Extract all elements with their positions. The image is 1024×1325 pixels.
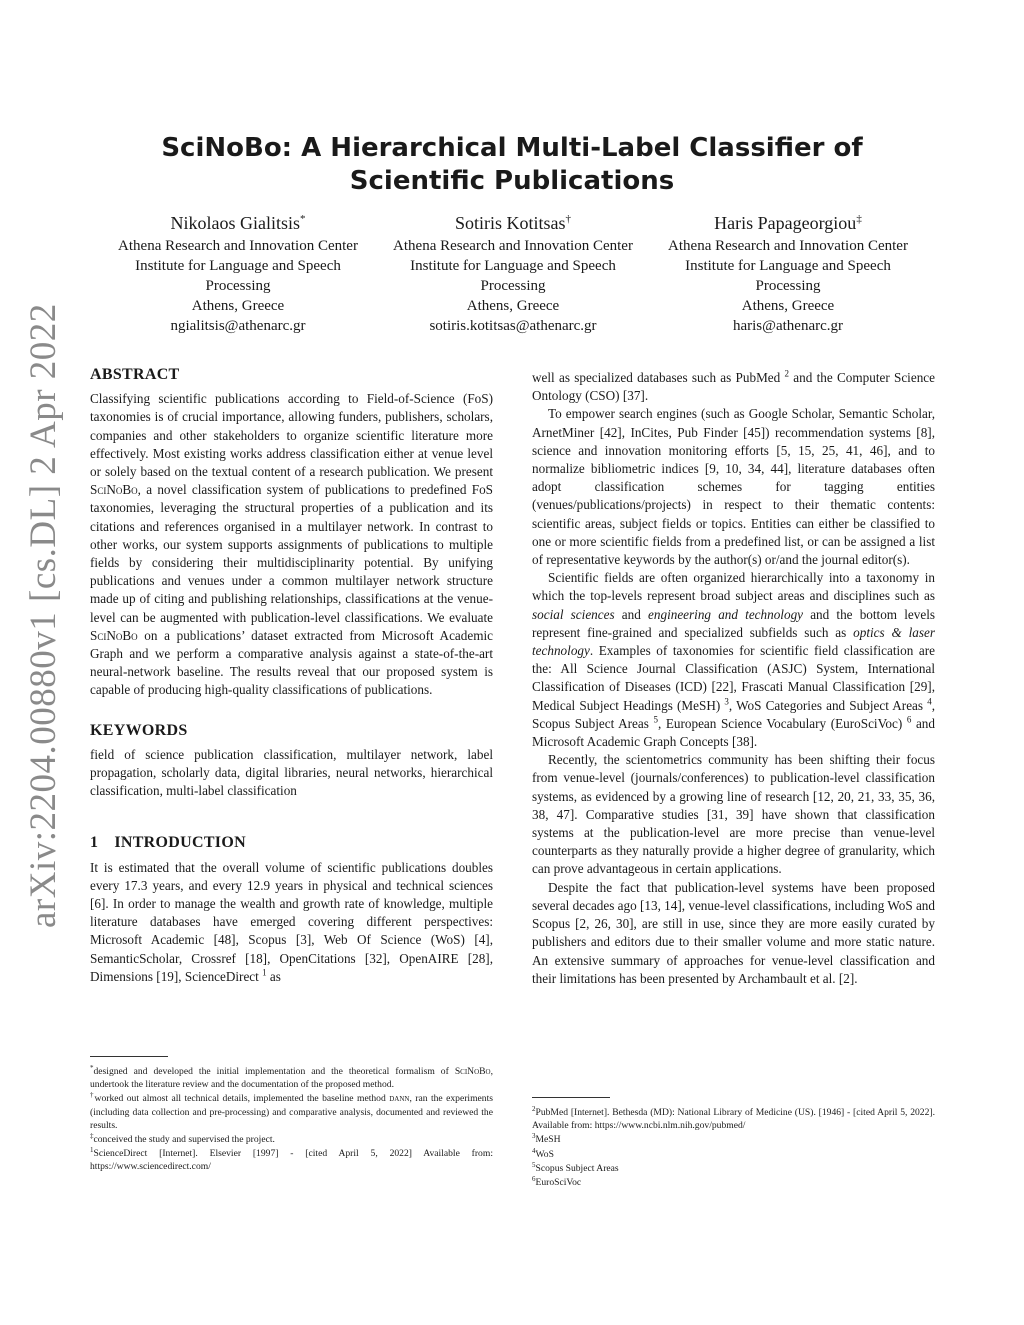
footnote: *designed and developed the initial implementation and the theoretical formalism of SciNoBo, undertook the literature review and the documentation of the proposed method. bbox=[90, 1063, 493, 1091]
abstract-heading: ABSTRACT bbox=[90, 366, 180, 383]
footnote-divider bbox=[90, 1056, 168, 1057]
author-email: sotiris.kotitsas@athenarc.gr bbox=[429, 318, 597, 334]
author-block-1 bbox=[113, 210, 363, 336]
intro-paragraph-5: Despite the fact that publication-level systems have been proposed several decades ago [13, 14], venue-level classifications, including WoS and Scopus [2, 26, 30], are still in use, since they are more easily curated by publishers and editors due to their smaller volume and more static nature. An extensive summary of approaches for venue-level classification and their limitations has been presented by Archambault et al. [2]. bbox=[532, 879, 935, 986]
author-location: Athens, Greece bbox=[191, 298, 285, 314]
footnote: †worked out almost all technical details, implemented the baseline method dann, ran the experiments (including data collection and pre-processing) and comparative analysis, documented and reviewed the results. bbox=[90, 1091, 494, 1131]
footnote: $^2$PubMed [Internet]. Bethesda (MD): National Library of Medicine (US). [1946] - [cited April 5, 2022]. Available from: https://www.ncbi.nlm.nih.gov/pubmed/ bbox=[532, 1104, 935, 1132]
footnote: $^1$ScienceDirect [Internet]. Elsevier [1997] - [cited April 5, 2022] Available from: https://www.sciencedirect.com/ bbox=[90, 1146, 493, 1173]
author-location: Athens, Greece bbox=[466, 298, 560, 314]
author-email: haris@athenarc.gr bbox=[732, 318, 843, 334]
intro-paragraph-4: Recently, the scientometrics community has been shifting their focus from venue-level (journals/conferences) to publication-level classification systems, as evidenced by a growing line of research [12, 20, 21, 33, 35, 36, 38, 47]. Comparative studies [31, 39] have shown that classification systems at the publication-level are more precise than venue-level counterparts as they naturally provide a higher degree of granularity, which can prove advantageous in certain applications. bbox=[532, 752, 935, 877]
footnote: $^5$Scopus Subject Areas bbox=[532, 1160, 619, 1174]
footnotes-left bbox=[90, 1056, 493, 1175]
footnote: ‡conceived the study and supervised the project. bbox=[90, 1131, 275, 1146]
footnote: $^3$MeSH bbox=[532, 1132, 561, 1146]
paper-title: SciNoBo: A Hierarchical Multi-Label Classifier of Scientific Publications bbox=[161, 133, 863, 196]
left-column bbox=[90, 366, 493, 1146]
author-name: Sotiris Kotitsas† bbox=[454, 213, 571, 233]
author-name: Haris Papageorgiou‡ bbox=[714, 213, 862, 233]
intro-paragraph-1: It is estimated that the overall volume of scientific publications doubles every 17.3 years, and every 12.9 years in physical and technical sciences [6]. In order to manage the wealth and growth rate of knowledge, multiple literature databases have emerged covering different perspectives: Microsoft Academic [48], Scopus [3], Web Of Science (WoS) [4], SemanticScholar, Crossref [18], OpenCitations [32], OpenAIRE [28], Dimensions [19], ScienceDirect $^1$ as bbox=[90, 859, 493, 984]
introduction-heading: 1 INTRODUCTION bbox=[90, 834, 246, 852]
footnotes-right bbox=[532, 1097, 935, 1190]
intro-paragraph-3: Scientific fields are often organized hierarchically into a taxonomy in which the top-levels represent broad subject areas and disciplines such as social sciences and engineering and technology and the bottom levels represent fine-grained and specialized subfields such as optics & laser technology. Examples of taxonomies for scientific field classification are the: All Science Journal Classification (ASJC) System, International Classification of Diseases (ICD) [22], Frascati Manual Classification [29], Medical Subject Headings (MeSH) $^3$, WoS Categories and Subject Areas $^4$, Scopus Subject Areas $^5$, European Science Vocabulary (EuroSciVoc) $^6$ and Microsoft Academic Graph Concepts [38]. bbox=[532, 570, 936, 750]
author-affiliation: Institute for Language and Speech Processing bbox=[685, 258, 891, 294]
intro-paragraph-2: To empower search engines (such as Google Scholar, Semantic Scholar, ArnetMiner [42], InCites, Pub Finder [45]) recommendation systems [8], science and innovation monitoring efforts [5, 15, 25, 41, 46], and to normalize bibliometric indices [9, 10, 34, 44], literature databases often adopt classification schemes for tagging entities (venues/publications/projects) in respect to their thematic contents: scientific areas, subject fields or topics. Entities can either be classified to one or more scientific fields from a predefined list, or can be assigned a list of representative keywords by the author(s) or/and the journal editor(s). bbox=[532, 406, 935, 568]
author-affiliation: Athena Research and Innovation Center bbox=[393, 238, 633, 254]
abstract-text: Classifying scientific publications according to Field-of-Science (FoS) taxonomies is of crucial importance, allowing funders, publishers, scholars, companies and other stakeholders to organize scientific literature more effectively. Most existing works address classification either at venue level or solely based on the textual content of a research publication. We present SciNoBo, a novel classification system of publications to predefined FoS taxonomies, leveraging the structural properties of a publication and its citations and references organised in a multilayer network. In contrast to other works, our system supports assignments of publications to multiple fields by considering their multidisciplinarity potential. By unifying publications and venues under a common multilayer network structure made up of citing and publishing relationships, classifications at the venue-level can be augmented with publication-level classifications. We evaluate SciNoBo on a publications’ dataset extracted from Microsoft Academic Graph and we perform a comparative analysis against a state-of-the-art neural-network baseline. The results reveal that our proposed system is capable of producing high-quality classifications of publications. bbox=[90, 391, 493, 698]
author-email: ngialitsis@athenarc.gr bbox=[170, 318, 306, 334]
author-name: Nikolaos Gialitsis* bbox=[170, 213, 306, 233]
author-affiliation: Athena Research and Innovation Center bbox=[668, 238, 908, 254]
footnote: $^6$EuroSciVoc bbox=[532, 1174, 582, 1189]
arxiv-identifier-stamp: arXiv:2204.00880v1 [cs.DL] 2 Apr 2022 bbox=[23, 303, 64, 928]
author-affiliation: Athena Research and Innovation Center bbox=[118, 238, 358, 254]
author-block-2 bbox=[388, 210, 638, 336]
author-location: Athens, Greece bbox=[741, 298, 835, 314]
intro-paragraph-1-continued: well as specialized databases such as PubMed $^2$ and the Computer Science Ontology (CSO) [37]. bbox=[532, 368, 935, 404]
right-column bbox=[532, 369, 935, 1159]
keywords-heading: KEYWORDS bbox=[90, 721, 188, 739]
footnote-divider bbox=[532, 1097, 610, 1098]
keywords-text: field of science publication classification, multilayer network, label propagation, scholarly data, digital libraries, neural networks, hierarchical classification, multi-label classification bbox=[90, 746, 493, 799]
footnote: $^4$WoS bbox=[532, 1146, 554, 1160]
author-affiliation: Institute for Language and Speech Processing bbox=[410, 258, 616, 294]
author-block-3 bbox=[663, 210, 913, 336]
author-affiliation: Institute for Language and Speech Processing bbox=[135, 258, 341, 294]
